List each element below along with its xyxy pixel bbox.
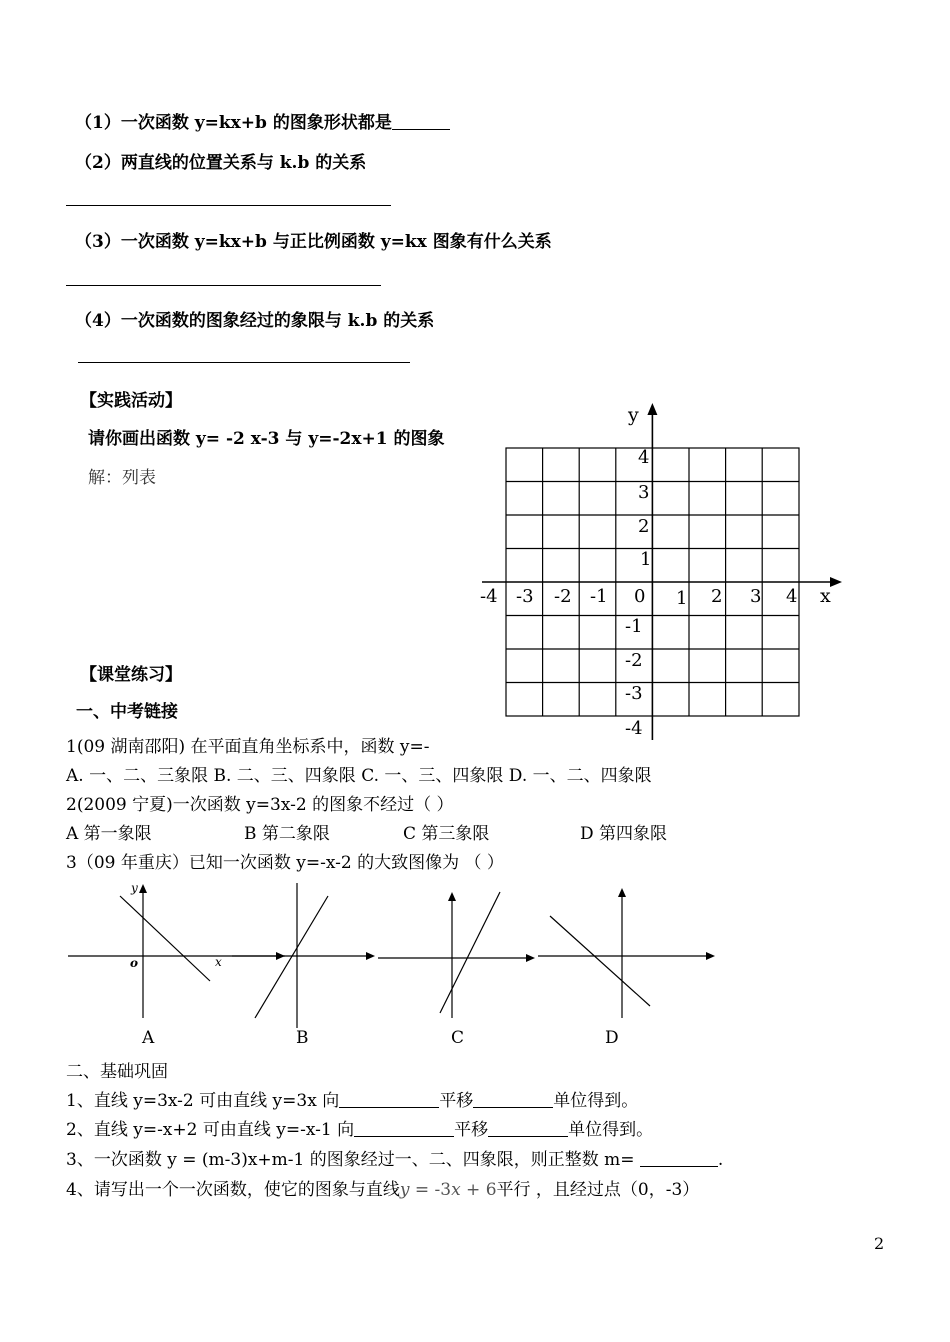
- x-axis-label: x: [820, 585, 831, 607]
- question-4: （4）一次函数的图象经过的象限与 k.b 的关系: [75, 311, 435, 331]
- basic-3-post: .: [717, 1150, 724, 1170]
- graph-b: [232, 883, 370, 1028]
- question-1-text: （1）一次函数 y=kx+b 的图象形状都是: [75, 113, 392, 133]
- x-tick: -1: [590, 586, 608, 607]
- arrow-icon: [526, 954, 535, 962]
- basic-2: [66, 1115, 653, 1140]
- graph-c-line: [440, 892, 500, 1013]
- basic-3: [66, 1145, 723, 1170]
- graph-a-y-label: y: [131, 881, 138, 895]
- x-tick-labels: [480, 586, 797, 609]
- question-3: （3）一次函数 y=kx+b 与正比例函数 y=kx 图象有什么关系: [75, 232, 552, 252]
- graph-c: [378, 892, 530, 1018]
- exercise-2-option-b: B 第二象限: [244, 824, 330, 844]
- y-tick: -4: [625, 718, 643, 739]
- graph-label-b: B: [296, 1028, 309, 1048]
- practice-task: 请你画出函数 y= -2 x-3 与 y=-2x+1 的图象: [88, 429, 445, 449]
- exercise-2: 2(2009 宁夏)一次函数 y=3x-2 的图象不经过（ ）: [66, 795, 454, 815]
- graph-a-x-label: x: [215, 955, 222, 969]
- graph-d: [538, 894, 710, 1018]
- section-2-heading: 二、基础巩固: [66, 1062, 168, 1082]
- exercise-2-option-d: D 第四象限: [580, 824, 668, 844]
- arrow-icon: [139, 884, 147, 893]
- y-tick: -3: [625, 683, 643, 704]
- x-tick: -3: [516, 586, 534, 607]
- basic-3-pre: 3、一次函数 y = (m-3)x+m-1 的图象经过一、二、四象限，则正整数 m=: [66, 1150, 635, 1170]
- basic-2-blank-direction: [354, 1120, 454, 1137]
- exercise-1-options: A. 一、二、三象限 B. 二、三、四象限 C. 一、三、四象限 D. 一、二、四象限: [66, 766, 652, 786]
- exercise-3: 3（09 年重庆）已知一次函数 y=-x-2 的大致图像为 （ ）: [66, 853, 504, 873]
- y-tick: -1: [625, 616, 643, 637]
- practice-heading: 【实践活动】: [80, 391, 182, 411]
- graph-label-c: C: [451, 1028, 465, 1048]
- page-number: 2: [874, 1234, 885, 1253]
- basic-2-mid: 平移: [454, 1120, 489, 1140]
- y-tick: 4: [638, 447, 650, 468]
- basic-3-blank: [640, 1150, 718, 1167]
- y-axis-arrow-icon: [647, 403, 657, 415]
- answer-line-2: [66, 205, 391, 206]
- x-tick: 0: [634, 586, 646, 607]
- basic-4-pre: 4、请写出一个一次函数，使它的图象与直线: [66, 1180, 400, 1200]
- y-axis-label: y: [628, 404, 639, 426]
- arrow-icon: [618, 888, 626, 897]
- exercise-1: 1(09 湖南邵阳) 在平面直角坐标系中，函数 y=-: [66, 737, 430, 757]
- graph-d-line: [550, 916, 650, 1006]
- y-tick: 1: [640, 549, 652, 570]
- arrow-icon: [276, 952, 285, 960]
- section-1-heading: 一、中考链接: [76, 702, 178, 722]
- y-tick: 3: [638, 482, 650, 503]
- graph-b-line: [255, 896, 328, 1018]
- x-tick: 3: [750, 586, 762, 607]
- exercises-heading: 【课堂练习】: [80, 665, 182, 685]
- x-tick: 2: [711, 586, 723, 607]
- question-1: [75, 108, 450, 133]
- x-axis-arrow-icon: [830, 577, 842, 587]
- arrow-icon: [706, 952, 715, 960]
- basic-1-pre: 1、直线 y=3x-2 可由直线 y=3x 向: [66, 1091, 340, 1111]
- x-tick: -4: [480, 586, 498, 607]
- graph-label-a: A: [142, 1028, 155, 1048]
- basic-1-blank-direction: [339, 1091, 439, 1108]
- coordinate-grid: [470, 395, 850, 755]
- exercise-2-option-a: A 第一象限: [66, 824, 152, 844]
- basic-1-blank-units: [473, 1091, 553, 1108]
- arrow-icon: [448, 892, 456, 901]
- practice-answer-label: 解：列表: [88, 468, 156, 488]
- basic-1-mid: 平移: [439, 1091, 474, 1111]
- y-tick: 2: [638, 516, 650, 537]
- basic-4: [66, 1175, 699, 1200]
- x-tick: 1: [676, 588, 688, 609]
- basic-2-post: 单位得到。: [568, 1120, 654, 1140]
- basic-4-post: 平行 ，且经过点（0，-3）: [496, 1180, 700, 1200]
- basic-2-blank-units: [488, 1120, 568, 1137]
- graph-label-d: D: [605, 1028, 619, 1048]
- basic-2-pre: 2、直线 y=-x+2 可由直线 y=-x-1 向: [66, 1120, 355, 1140]
- x-tick: 4: [786, 586, 798, 607]
- answer-line-4: [78, 362, 410, 363]
- y-tick: -2: [625, 650, 643, 671]
- exercise-3-graphs: [60, 878, 730, 1058]
- x-tick: -2: [554, 586, 572, 607]
- basic-1: [66, 1086, 638, 1111]
- question-2: （2）两直线的位置关系与 k.b 的关系: [75, 153, 367, 173]
- basic-4-equation: y = -3x + 6: [399, 1180, 497, 1200]
- exercise-2-option-c: C 第三象限: [403, 824, 490, 844]
- answer-line-3: [66, 285, 381, 286]
- arrow-icon: [366, 952, 375, 960]
- basic-1-post: 单位得到。: [553, 1091, 639, 1111]
- graph-a-origin-label: o: [130, 956, 139, 970]
- answer-blank-1: [392, 113, 450, 130]
- graph-a: [68, 890, 285, 1018]
